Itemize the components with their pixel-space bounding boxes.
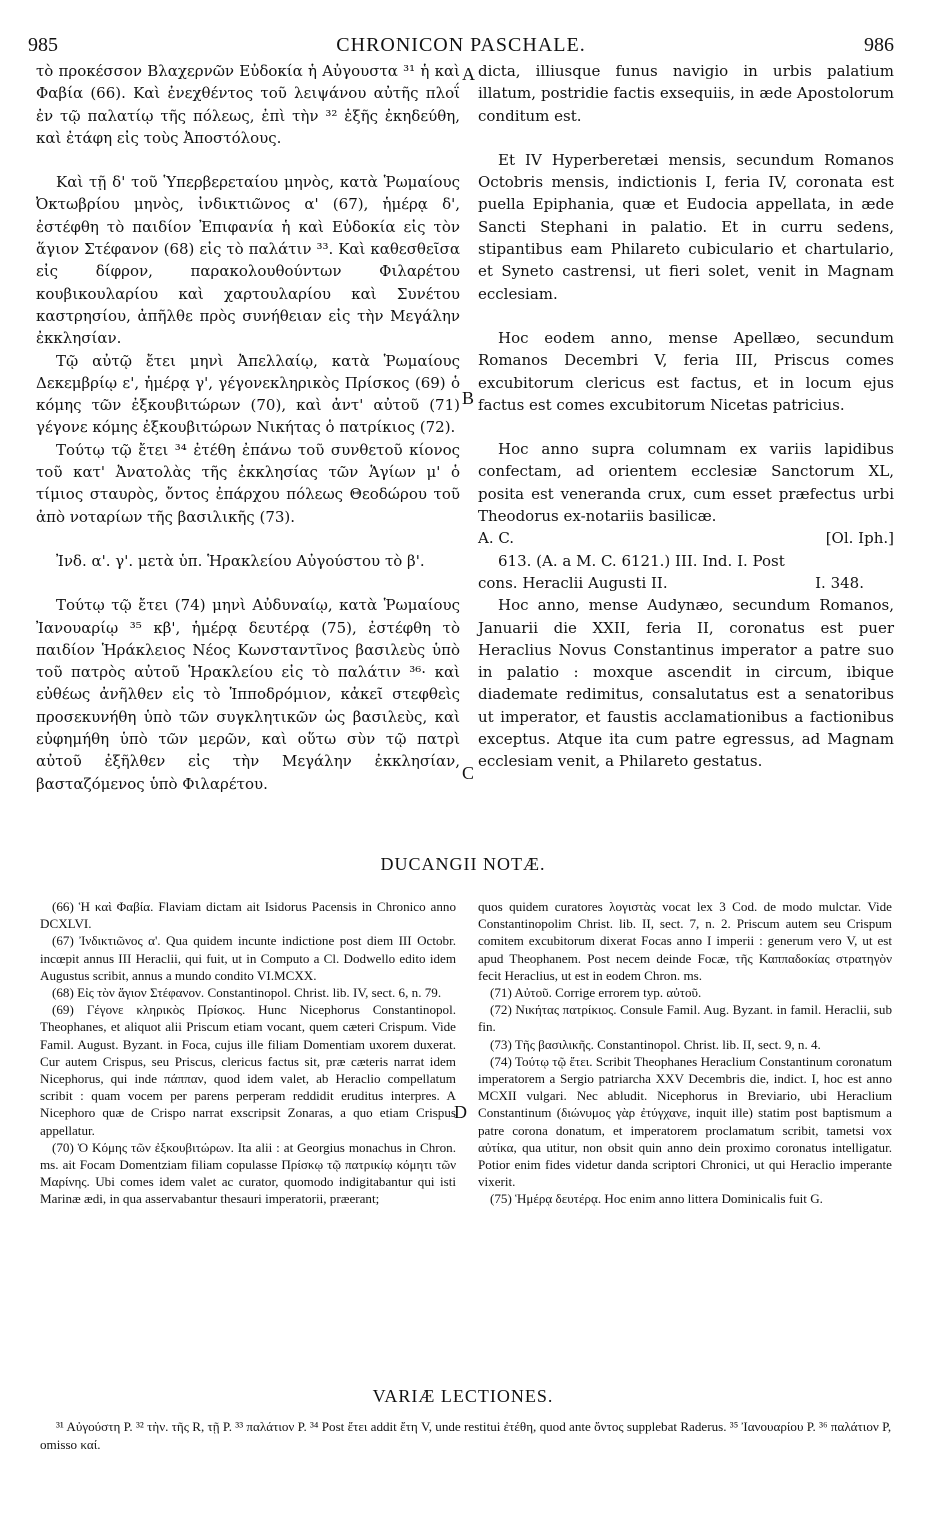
- variae-lectiones: ³¹ Αὐγούστη P. ³² τὴν. τῆς R, τῇ P. ³³ παλάτιον P. ³⁴ Post ἔτει addit ἔτη V, unde restitui ἐτέθη, quod ante ὄντος supplebat Raderus. ³⁵ Ἰανουαρίου P. ³⁶ παλάτιον P, omisso καί.: [40, 1419, 892, 1452]
- latin-column: [478, 60, 894, 773]
- notes-title: DUCANGII NOTÆ.: [380, 854, 546, 874]
- greek-date-line: Ἰνδ. α'. γ'. μετὰ ὑπ. Ἡρακλείου Αὐγούστου τὸ β'.: [56, 551, 425, 570]
- note: (72) Νικήτας πατρίκιος. Consule Famil. Aug. Byzant. in famil. Heraclii, sub fin.: [478, 1002, 892, 1035]
- latin-paragraph: dicta, illiusque funus navigio in urbis palatium illatum, postridie factis exsequiis, in æde Apostolorum conditum est.: [478, 62, 894, 125]
- page-number-left: 985: [28, 34, 58, 56]
- note: (71) Αὐτοῦ. Corrige errorem typ. αὐτοῦ.: [490, 985, 702, 1001]
- date-row-cons: [478, 572, 894, 594]
- marker-b: B: [462, 388, 475, 408]
- greek-paragraph: τὸ προκέσσον Βλαχερνῶν Εὐδοκία ἡ Αὐγουστα ³¹ ἡ καὶ Φαβία (66). Καὶ ἐνεχθέντος τοῦ λειψάνου αὐτῆς πλοΐ ἐν τῷ παλατίῳ τῆς πόλεως, ἐπὶ τὴν ³² ἑξῆς ἐκηδεύθη, καὶ ἐτάφη εἰς τοὺς Ἀποστόλους.: [36, 62, 460, 147]
- date-line-1: 613. (A. a M. C. 6121.) III. Ind. I. Post: [498, 551, 785, 570]
- date-ac: A. C.: [478, 529, 515, 548]
- latin-paragraph: Hoc anno supra columnam ex variis lapidibus confectam, ad orientem ecclesiæ Sanctorum XL, posita est veneranda crux, cum esset præfectus urbi Theodorus ex-notariis basilicæ.: [478, 440, 894, 526]
- page-number-right: 986: [864, 34, 894, 56]
- note: (67) Ἰνδικτιῶνος α'. Qua quidem incunte indictione post diem III Octobr. incœpit annus III Heraclii, qui fuit, ut in Computo a Cl. Dodwello edito idem Augustus scribit, annus a mundo condito VI.MCXX.: [40, 933, 456, 983]
- marker-d: D: [454, 1102, 467, 1122]
- notes-left-column: [40, 898, 456, 1208]
- note: (68) Εἰς τὸν ἅγιον Στέφανον. Constantinopol. Christ. lib. IV, sect. 6, n. 79.: [52, 985, 442, 1001]
- latin-paragraph: Hoc anno, mense Audynæo, secundum Romanos, Januarii die XXII, feria II, coronatus est puer Heraclius Novus Constantinus imperator a patre suo in palatio : moxque ascendit in circum, ibique diademate redimitus, consalutatus est a senatoribus ut imperator, et faustis acclamationibus a factionibus exceptus. Atque ita cum patre egressus, ad Magnam ecclesiam venit, a Philareto gestatus.: [478, 596, 894, 771]
- greek-column: [36, 60, 460, 795]
- note: (70) Ὁ Κόμης τῶν ἐξκουβιτώρων. Ita alii : at Georgius monachus in Chron. ms. ait Focam Domentziam filiam copulasse Πρίσκῳ τῷ πατρικίῳ κόμητι τῶν Μαρίνης. Ubi comes idem valet ac curator, quomodo indigitabantur qui isti Marinæ ædi, in qua asservabantur thesauri imperatorii, præerant;: [40, 1139, 456, 1207]
- note: (73) Τῆς βασιλικῆς. Constantinopol. Christ. lib. II, sect. 9, n. 4.: [490, 1036, 821, 1052]
- greek-paragraph: Τούτῳ τῷ ἔτει (74) μηνὶ Αὐδυναίῳ, κατὰ Ῥωμαίους Ἰανουαρίῳ ³⁵ κβ', ἡμέρᾳ δευτέρᾳ (75), ἐστέφθη τὸ παιδίον Ἡράκλειος Νέος Κωνσταντῖνος βασιλεὺς ὑπὸ τοῦ πατρὸς αὐτοῦ Ἡρακλείου εἰς τὸ παλάτιν ³⁶· καὶ εὐθέως ἀνῆλθεν εἰς τὸ Ἱπποδρόμιον, κἀκεῖ στεφθεὶς προσεκυνήθη ὑπὸ τῶν συγκλητικῶν ὡς βασιλεὺς, καὶ εὐφημήθη ὑπὸ τῶν μερῶν, καὶ οὕτω σὺν τῷ πατρὶ αὐτοῦ ἐξῆλθεν εἰς τὴν Μεγάλην ἐκκλησίαν, βασταζόμενος ὑπὸ Φιλαρέτου.: [36, 596, 460, 793]
- date-row-ac: [478, 527, 894, 549]
- date-line-2-right: I. 348.: [815, 573, 864, 592]
- running-header: [28, 34, 894, 62]
- note: (66) Ἡ καὶ Φαβία. Flaviam dictam ait Isidorus Pacensis in Chronico anno DCXLVI.: [40, 899, 456, 932]
- marker-c: C: [462, 763, 475, 783]
- note: quos quidem curatores λογιστὰς vocat lex 3 Cod. de modo mulctar. Vide Constantinopolim Christ. lib. II, sect. 7, n. 2. Priscum autem seu Crispum comitem excubitorum dixerat Focas anno I imperii : generum vero V, ut est apud Theophanem. Post necem deinde Focæ, τῆς Καππαδοκίας στρατηγὸν fecit Heraclius, ut est in eodem Chron. ms.: [478, 899, 892, 983]
- date-line-2: cons. Heraclii Augusti II.: [478, 573, 668, 592]
- latin-paragraph: Hoc eodem anno, mense Apellæo, secundum Romanos Decembri V, feria III, Priscus comes excubitorum clericus est factus, et in locum ejus factus est comes excubitorum Nicetas patricius.: [478, 328, 894, 414]
- latin-paragraph: Et IV Hyperberetæi mensis, secundum Romanos Octobris mensis, indictionis I, feria IV, coronata est puella Epiphania, quæ et Eudocia appellata, in æde Sancti Stephani in palatio. Et in curru sedens, stipantibus eam Philareto cubiculario et chartulario, et Syneto castrensi, ut fieri solet, venit in Magnam ecclesiam.: [478, 150, 894, 303]
- greek-paragraph: Καὶ τῇ δ' τοῦ Ὑπερβερεταίου μηνὸς, κατὰ Ῥωμαίους Ὀκτωβρίου μηνὸς, ἰνδικτιῶνος α' (67), ἡμέρᾳ δ', ἐστέφθη τὸ παιδίον Ἐπιφανία ἡ καὶ Εὐδοκία εἰς τὸν ἅγιον Στέφανον (68) εἰς τὸ παλάτιν ³³. Καὶ καθεσθεῖσα εἰς δίφρον, παρακολουθούντων Φιλαρέτου κουβικουλαρίου καὶ χαρτουλαρίου καὶ Συνέτου καστρησίου, ἀπῆλθε πρὸς συνήθειαν εἰς τὴν Μεγάλην ἐκκλησίαν.: [36, 173, 460, 348]
- date-olympiad: [Ol. Iph.]: [825, 529, 894, 548]
- running-title: CHRONICON PASCHALE.: [336, 34, 586, 56]
- greek-paragraph: Τῷ αὐτῷ ἔτει μηνὶ Ἀπελλαίῳ, κατὰ Ῥωμαίους Δεκεμβρίῳ ε', ἡμέρᾳ γ', γέγονεκληρικὸς Πρίσκος (69) ὁ κόμης τῶν ἐξκουβιτώρων (70), καὶ ἀντ' αὐτοῦ (71) γέγονε κόμης ἐξκουβιτώρων Νικήτας ὁ πατρίκιος (72).: [36, 351, 460, 437]
- variae-title: VARIÆ LECTIONES.: [372, 1386, 554, 1406]
- note: (75) Ἡμέρᾳ δευτέρᾳ. Hoc enim anno littera Dominicalis fuit G.: [490, 1191, 823, 1207]
- marker-a: A: [462, 64, 475, 84]
- note: (74) Τούτῳ τῷ ἔτει. Scribit Theophanes Heraclium Constantinum coronatum imperatorem a Sergio patriarcha XXV Decembris die, indict. I, hoc est anno MCXII vulgari. Nec abludit. Nicephorus in Breviario, ubi Heraclium Constantinum (διώνυμος γὰρ ἐτύγχανε, inquit ille) statim post baptismum a patre corona donatum, et imperatorem proclamatum scribit, tametsi vox αὐτίκα, qua utitur, non obsit quin anno dein proximo coronatus intelligatur. Potior enim fides videtur danda scriptori Chronici, ut qui Heraclio imperante vixerit.: [478, 1053, 892, 1190]
- notes-right-column: [478, 898, 892, 1208]
- greek-paragraph: Τούτῳ τῷ ἔτει ³⁴ ἐτέθη ἐπάνω τοῦ συνθετοῦ κίονος τοῦ κατ' Ἀνατολὰς τῆς ἐκκλησίας τῶν Ἁγίων μ' ὁ τίμιος σταυρὸς, ὄντος ἐπάρχου πόλεως Θεοδώρου τοῦ ἀπὸ νοταρίων τῆς βασιλικῆς (73).: [36, 440, 460, 526]
- note: (69) Γέγονε κληρικὸς Πρίσκος. Hunc Nicephorus Constantinopol. Theophanes, et aliquot alii Priscum etiam vocant, quem cæteri Crispum. Vide Famil. August. Byzant. in Foca, cujus ille filiam Domentiam uxorem duxerat. Cur autem Crispus, seu Priscus, clericus factus sit, præ cæteris narrat idem Nicephorus, qui inde πάππαν, quod idem valet, ab Heraclio compellatum scribit : quam vocem per parens perperam reddidit eruditus interpres. A Nicephoro quæ de Crispo narrat exscripsit Zonaras, a quo etiam Crispus appellatur.: [40, 1002, 456, 1138]
